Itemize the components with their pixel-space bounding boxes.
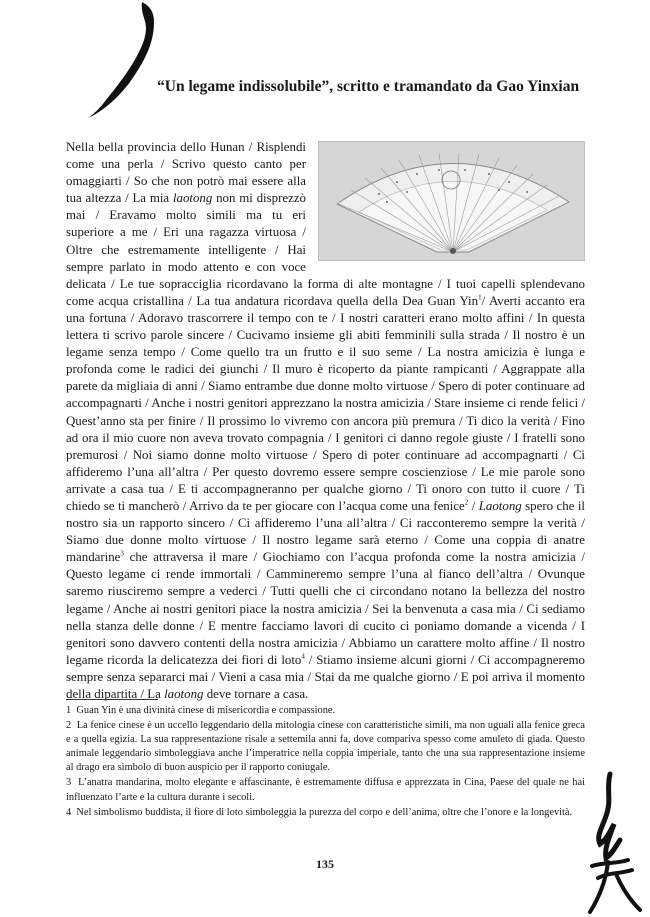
- poem-segment: / Averti accanto era una fortuna / Adoravo trascorrere il tempo con te / I nostri caratteri erano molto affini / In questa lettera ti scrivo parole sincere / Cucivamo insieme gli abiti femminili sulla strada / Il nostro è un legame senza tempo / Come quello tra un frutto e il suo seme / La nostra amicizia è lunga e profonda come le radici dei giunchi / Il muro è ricoperto da piante rampicanti / Aggrappate alla parete da migliaia di anni / Siamo entrambe due donne molto virtuose / Spero di poter continuare ad accompagnarti / Anche i nostri genitori apprezzano la nostra amicizia / Stare insieme ci rende felici / Quest’anno sta per finire / Il prossimo lo vivremo con ancora più premura / Ti dico la verità / Fino ad ora il mio cuore non aveva trovato compagnia / I genitori ci danno regole giuste / I fratelli sono premurosi / Noi siamo donne molto virtuose / Spero di poter continuare ad accompagnarti / Ci affideremo l’una all’altra / Per questo dovremo essere sempre coscienziose / Le mie parole sono arrivate a casa tua / E ti accompagneranno per qualche giorno / Ti onoro con tutto il cuore / Ti chiedo se ti mancherò / Arrivo da te per giocare con l’acqua come una fenice: [66, 293, 585, 513]
- brush-stroke-top-icon: [80, 0, 180, 120]
- fan-image-icon: [319, 142, 584, 260]
- footnote-item: [66, 806, 585, 820]
- footnote-divider: [66, 699, 158, 700]
- folding-fan-photo: [318, 141, 585, 261]
- poem-segment: spero che il nostro sia un rapporto sincero / Ci affideremo l’una all’altra / Ci racconteremo sempre la verità / Siamo due donne molto virtuose / Il nostro legame sarà eterno / Come una coppia di anatre mandarine: [66, 498, 585, 565]
- footnote-number: 2: [66, 720, 72, 732]
- footnote-text: Guan Yin è una divinità cinese di misericordia e compassione.: [76, 705, 336, 716]
- poem-segment: / Stiamo insieme alcuni giorni / Ci accompagneremo sempre senza separarci mai / Vieni a casa mia / Stai da me qualche giorno / E poi arriva il momento della dipartita / La: [66, 652, 586, 701]
- poem-segment: deve tornare a casa.: [203, 687, 309, 701]
- poem-text: [66, 139, 585, 703]
- poem-italic-term: Laotong: [478, 498, 522, 513]
- footnote-number: 1: [66, 705, 72, 716]
- footnote-ref: 3: [120, 549, 124, 558]
- footnote-ref: 2: [464, 498, 469, 507]
- footnote-item: [66, 776, 585, 804]
- page-title: “Un legame indissolubile”, scritto e tramandato da Gao Yinxian: [157, 78, 580, 95]
- footnote-item: [66, 704, 585, 718]
- footnote-number: 3: [66, 777, 72, 789]
- footnote-ref: 4: [301, 652, 305, 661]
- poem-italic-term: laotong: [164, 687, 204, 701]
- poem-segment: /: [468, 498, 479, 513]
- calligraphy-stroke-icon: [570, 770, 650, 917]
- footnote-item: [66, 719, 585, 775]
- footnote-text: L’anatra mandarina, molto elegante e affascinante, è estremamente diffusa e apprezzata in Cina, Paese del quale ne hai influenzato l’arte e la cultura durante i secoli.: [66, 777, 585, 803]
- poem-segment: che attraversa il mare / Giochiamo con l’acqua profonda come la nostra amicizia / Questo legame ci rende immortali / Cammineremo sempre l’una al fianco dell’altra / Ovunque saremo riusciremo sempre a vederci / Tutti quelli che ci circondano notano la bellezza del nostro legame / Anche ai nostri genitori piace la nostra amicizia / Sei la benvenuta a casa mia / Ci sediamo nella stanza delle donne / E mentre facciamo lavori di cucito ci poniamo domande a vicenda / I genitori sono davvero contenti della nostra amicizia / Abbiamo un carattere molto affine / Il nostro legame ricorda la delicatezza dei fiori di loto: [66, 550, 585, 667]
- footnotes: [66, 704, 585, 821]
- page-number: 135: [316, 857, 334, 871]
- footnote-ref: 1: [478, 293, 482, 302]
- poem-italic-term: laotong: [172, 191, 213, 206]
- footnote-number: 4: [66, 806, 72, 818]
- poem-segment: non mi disprezzò mai / Eravamo molto simili ma tu eri superiore a me / Eri una ragazza virtuosa / Oltre che estremamente intelligente / Hai sempre parlato in modo attento e con voce delicata / Le tue sopracciglia ricordavano la forma di alte montagne / I tuoi capelli splendevano come acqua cristallina / La tua andatura ricordava quella della Dea Guan Yin: [66, 191, 585, 308]
- poem-segment: Nella bella provincia dello Hunan / Risplendi come una perla / Scrivo questo canto per omaggiarti / So che non potrò mai essere alla tua altezza / La mia: [66, 140, 306, 206]
- footnote-text: La fenice cinese è un uccello leggendario della mitologia cinese con caratteristiche simili, ma non uguali alla fenice greca e a quella egizia. La sua rappresentazione risale a settemila anni fa, dove compariva spesso come amuleto di giada. Questo animale leggendario simboleggiava anche l’imperatrice nella coppia imperiale, tanto che una sua rappresentazione insieme al drago era simbolo di buon auspicio per il rapporto coniugale.: [66, 720, 585, 774]
- footnote-text: Nel simbolismo buddista, il fiore di loto simboleggia la purezza del corpo e dell’anima, oltre che l’onore e la longevità.: [76, 806, 573, 818]
